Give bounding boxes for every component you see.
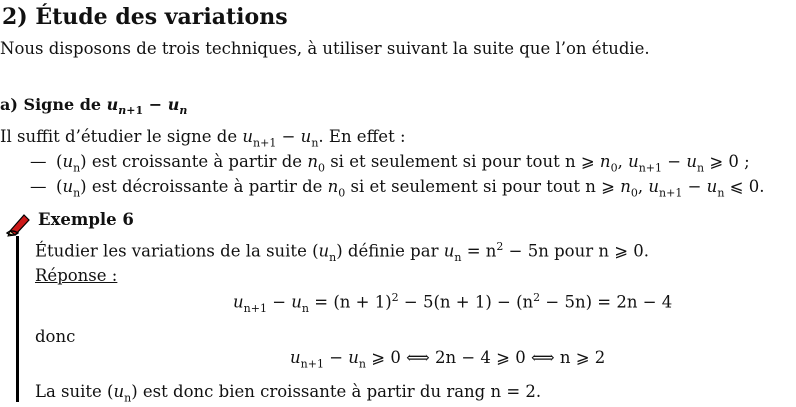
conclusion: La suite $(u_n)$ est donc bien croissante à partir du rang n = 2. xyxy=(35,382,542,405)
bullet-text: $(u_n)$ est croissante à partir de $n_0$ si et seulement si pour tout n ⩾ $n_0$, $u_{n+1} - u_n$ ⩾ 0 ; xyxy=(56,152,750,175)
list-item xyxy=(30,152,750,174)
equation-1: $u_{n+1} - u_n = (n + 1)^2 - 5(n + 1) - (n^2 - 5n) = 2n - 4$ xyxy=(233,291,673,315)
intro-paragraph: Nous disposons de trois techniques, à utiliser suivant la suite que l’on étudie. xyxy=(0,39,650,58)
bullet-dash: — xyxy=(30,152,47,171)
equation-2: $u_{n+1} - u_n$ ⩾ 0 ⟺ 2n − 4 ⩾ 0 ⟺ n ⩾ 2 xyxy=(290,348,606,371)
donc-text: donc xyxy=(35,327,76,346)
list-item xyxy=(30,177,764,199)
subsection-title xyxy=(0,95,187,117)
example-title: Exemple 6 xyxy=(38,210,134,229)
example-question: Étudier les variations de la suite $(u_n)$ définie par $u_n = n^2 - 5n$ pour n ⩾ 0. xyxy=(35,240,650,264)
bullet-text: $(u_n)$ est décroissante à partir de $n_0$ si et seulement si pour tout n ⩾ $n_0$, $u_{n+1} - u_n$ ⩽ 0. xyxy=(56,177,765,200)
answer-label xyxy=(35,266,117,285)
example-sidebar-bar xyxy=(16,236,19,402)
answer-label-text: Réponse : xyxy=(35,266,118,285)
intro-paragraph-2: Il suffit d’étudier le signe de $u_{n+1} - u_n$. En effet : xyxy=(0,127,406,150)
pencil-icon xyxy=(4,209,32,237)
bullet-dash: — xyxy=(30,177,47,196)
section-title: 2) Étude des variations xyxy=(2,4,288,30)
subsection-title-rendered: a) Signe de $u_{n+1} - u_n$ xyxy=(0,95,188,118)
